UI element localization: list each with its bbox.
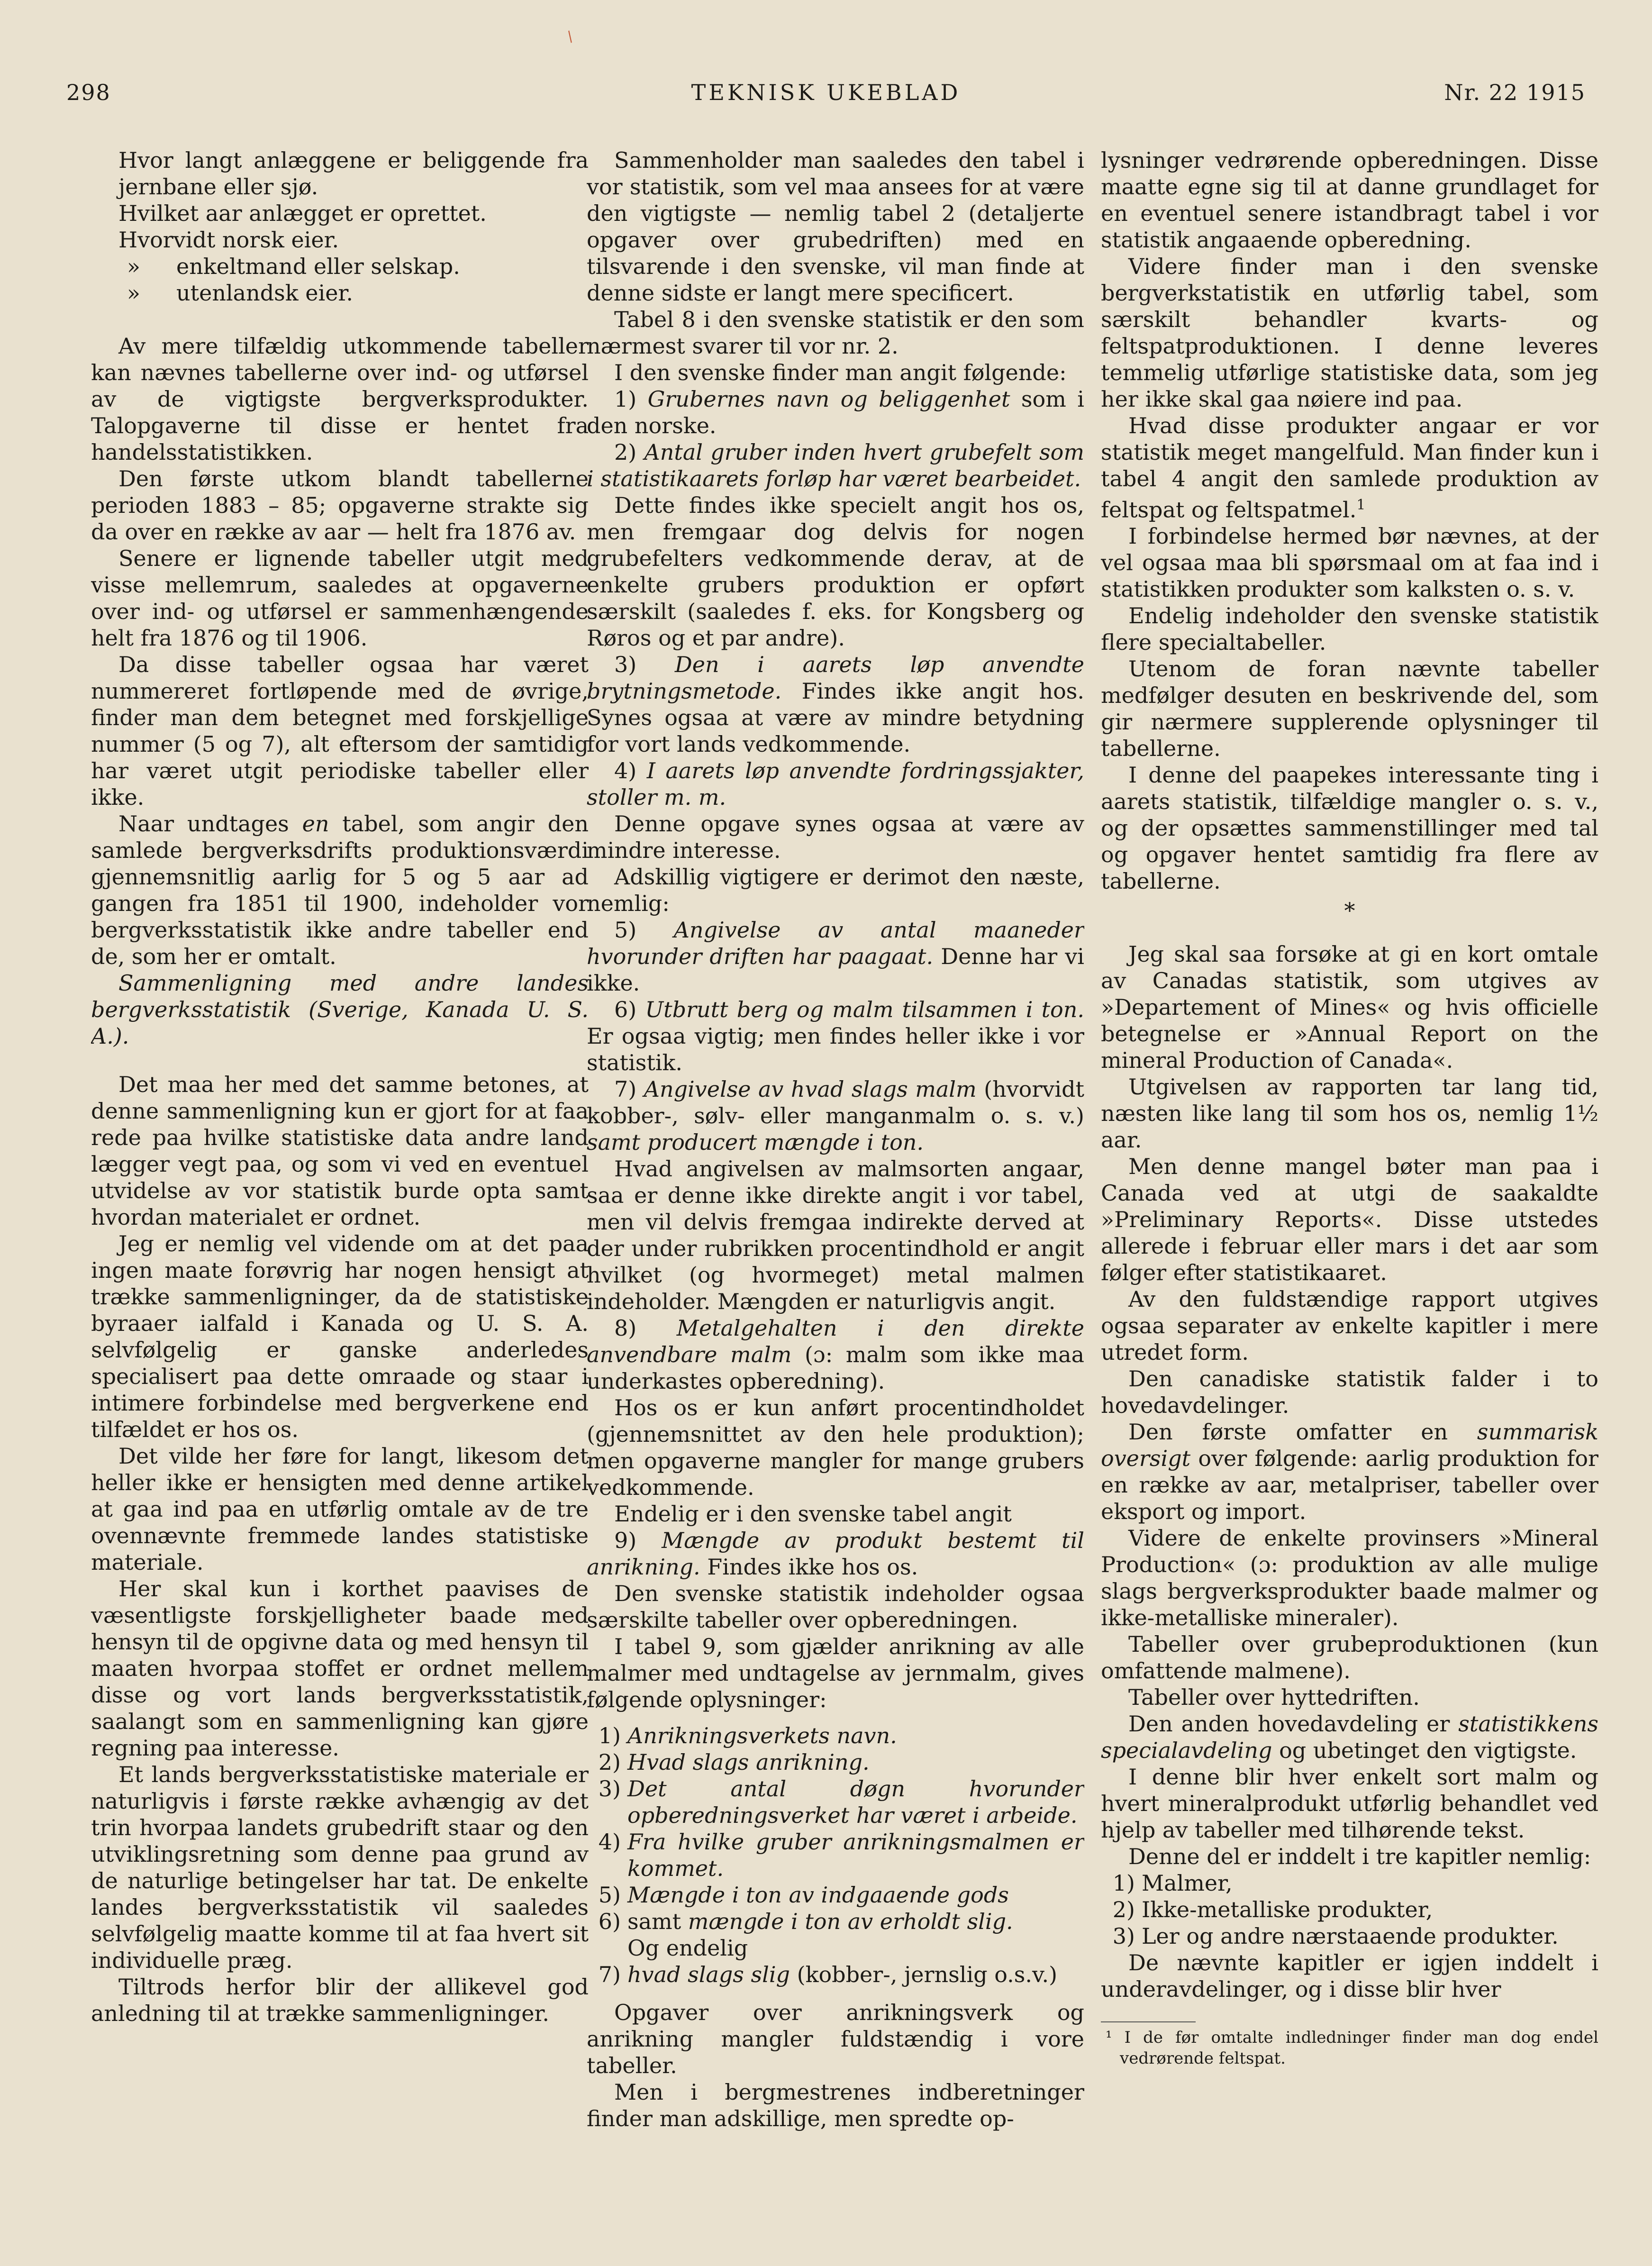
page-number: 298 bbox=[66, 80, 111, 105]
paragraph: I tabel 9, som gjælder anrikning av alle malmer med undtagelse av jernmalm, gives følgende oplysninger: bbox=[587, 1634, 1084, 1712]
paragraph: Men i bergmestrenes indberetninger finder man adskillige, men spredte op- bbox=[587, 2079, 1084, 2131]
paragraph: Denne del er inddelt i tre kapitler nemlig: bbox=[1128, 1844, 1591, 1870]
paragraph: Tabel 8 i den svenske statistik er den som nærmest svarer til vor nr. 2. bbox=[587, 307, 1084, 359]
footnote-reference: 1 bbox=[1356, 497, 1366, 513]
ditto-text: enkeltmand eller selskap. bbox=[176, 254, 460, 279]
numbered-item: 6) Utbrutt berg og malm tilsammen i ton. Er ogsaa vigtig; men findes heller ikke i vor statistik. bbox=[587, 997, 1084, 1075]
ditto-mark: » bbox=[127, 280, 141, 306]
issue-number: Nr. 22 1915 bbox=[1444, 80, 1586, 105]
numbered-item: 1) Grubernes navn og beliggenhet som i den norske. bbox=[587, 386, 1084, 438]
numbered-item: 9) Mængde av produkt bestemt til anrikning. Findes ikke hos os. bbox=[587, 1528, 1084, 1580]
paragraph: Av den fuldstændige rapport utgives ogsaa separater av enkelte kapitler i mere utredet form. bbox=[1101, 1286, 1598, 1365]
numbered-item: 2) Antal gruber inden hvert grubefelt som i statistikaarets forløp har været bearbeidet. bbox=[587, 439, 1084, 491]
paragraph: Hvad angivelsen av malmsorten angaar, saa er denne ikke direkte angit i vor tabel, men vil delvis fremgaa indirekte derved at der under rubrikken procentindhold er angit hvilket (og hvormeget) metal malmen indeholder. Mængden er naturligvis angit. bbox=[587, 1156, 1084, 1314]
ditto-mark: » bbox=[127, 254, 141, 279]
paragraph: Endelig er i den svenske tabel angit bbox=[614, 1501, 1012, 1527]
paragraph: Videre finder man i den svenske bergverkstatistik en utførlig tabel, som særskilt behandler kvarts- og feltspatproduktionen. I denne leveres temmelig utførlige statistiske data, som jeg her ikke skal gaa nøiere ind paa. bbox=[1101, 254, 1598, 412]
paragraph: Den canadiske statistik falder i to hovedavdelinger. bbox=[1101, 1366, 1598, 1419]
paragraph: Denne opgave synes ogsaa at være av mindre interesse. bbox=[587, 811, 1084, 863]
paragraph: lysninger vedrørende opberedningen. Disse maatte egne sig til at danne grundlaget for en eventuel senere istandbragt tabel i vor statistik angaaende opberedning. bbox=[1101, 147, 1598, 253]
list-item: 2) Ikke-metalliske produkter, bbox=[1112, 1897, 1433, 1923]
page-header bbox=[66, 80, 1586, 118]
paragraph: Opgaver over anrikningsverk og anrikning mangler fuldstændig i vore tabeller. bbox=[587, 2000, 1084, 2078]
footnote-rule bbox=[1101, 2021, 1196, 2022]
list-item: 3) Det antal døgn hvorunder opberedningsverket har været i arbeide. bbox=[598, 1776, 1084, 1828]
paragraph: Utgivelsen av rapporten tar lang tid, næsten like lang til som hos os, nemlig 1½ aar. bbox=[1101, 1074, 1598, 1153]
paragraph: Den første utkom blandt tabellerne perioden 1883 – 85; opgaverne strakte sig da over en række av aar — helt fra 1876 av. bbox=[91, 466, 589, 545]
paragraph: De nævnte kapitler er igjen inddelt i underavdelinger, og i disse blir hver bbox=[1101, 1950, 1598, 2002]
paragraph: Dette findes ikke specielt angit hos os, men fremgaar dog delvis for nogen grubefelters vedkommende derav, at de enkelte grubers produktion er opført særskilt (saaledes f. eks. for Kongsberg og Røros og et par andre). bbox=[587, 492, 1084, 651]
paragraph: I denne del paapekes interessante ting i aarets statistik, tilfældige mangler o. s. v., og der opsættes sammenstillinger med tal og opgaver hentet samtidig fra flere av tabellerne. bbox=[1101, 762, 1598, 894]
intro-line: Hvor langt anlæggene er beliggende fra jernbane eller sjø. bbox=[118, 147, 589, 200]
list-item: 4) Fra hvilke gruber anrikningsmalmen er kommet. bbox=[598, 1829, 1084, 1881]
paragraph: Senere er lignende tabeller utgit med visse mellemrum, saaledes at opgaverne over ind- og utførsel er sammenhængende helt fra 1876 og til 1906. bbox=[91, 546, 589, 651]
numbered-item: 8) Metalgehalten i den direkte anvendbare malm (ɔ: malm som ikke maa underkastes opberedning). bbox=[587, 1315, 1084, 1394]
paragraph: Den første omfatter en summarisk oversigt over følgende: aarlig produktion for en række av aar, metalpriser, tabeller over eksport og import. bbox=[1101, 1419, 1598, 1525]
paragraph: Jeg skal saa forsøke at gi en kort omtale av Canadas statistik, som utgives av »Departement of Mines« og hvis officielle betegnelse er »Annual Report on the mineral Production of Canada«. bbox=[1101, 941, 1598, 1074]
list-item: 2) Hvad slags anrikning. bbox=[598, 1749, 870, 1775]
paragraph: Sammenholder man saaledes den tabel i vor statistik, som vel maa ansees for at være den vigtigste — nemlig tabel 2 (detaljerte opgaver over grubedriften) med en tilsvarende i den svenske, vil man finde at denne sidste er langt mere specificert. bbox=[587, 147, 1084, 306]
paragraph: Tabeller over grubeproduktionen (kun omfattende malmene). bbox=[1101, 1631, 1598, 1684]
paragraph: Utenom de foran nævnte tabeller medfølger desuten en beskrivende del, som gir nærmere supplerende oplysninger til tabellerne. bbox=[1101, 656, 1598, 762]
paragraph: Et lands bergverksstatistiske materiale er naturligvis i første række avhængig av det trin hvorpaa landets grubedrift staar og den utviklingsretning som denne paa grund av de naturlige betingelser har tat. De enkelte landes bergverksstatistik vil saaledes selvfølgelig maatte komme til at faa hvert sit individuelle præg. bbox=[91, 1762, 589, 1973]
section-asterisk: * bbox=[1344, 898, 1355, 924]
intro-line: Hvorvidt norsk eier. bbox=[118, 227, 339, 253]
paragraph: I den svenske finder man angit følgende: bbox=[614, 360, 1067, 385]
paragraph: Den svenske statistik indeholder ogsaa særskilte tabeller over opberedningen. bbox=[587, 1581, 1084, 1633]
column-left bbox=[91, 147, 589, 2223]
paragraph: Det vilde her føre for langt, likesom det heller ikke er hensigten med denne artikel at gaa ind paa en utførlig omtale av de tre ovennævnte fremmede landes statistiske materiale. bbox=[91, 1443, 589, 1575]
paragraph: I forbindelse hermed bør nævnes, at der vel ogsaa maa bli spørsmaal om at faa ind i statistikken produkter som kalksten o. s. v. bbox=[1101, 523, 1598, 602]
ditto-line bbox=[91, 280, 589, 306]
column-middle bbox=[587, 147, 1084, 2223]
list-item: 1) Anrikningsverkets navn. bbox=[598, 1723, 897, 1748]
paragraph: Tiltrods herfor blir der allikevel god anledning til at trække sammenligninger. bbox=[91, 1974, 589, 2026]
pencil-mark: / bbox=[563, 28, 577, 46]
paragraph: Naar undtages en tabel, som angir den samlede bergverksdrifts produktionsværdi gjennemsnitlig aarlig for 5 og 5 aar ad gangen fra 1851 til 1900, indeholder vor bergverksstatistik ikke andre tabeller end de, som her er omtalt. bbox=[91, 811, 589, 969]
paragraph: Adskillig vigtigere er derimot den næste, nemlig: bbox=[587, 864, 1084, 916]
paragraph: Videre de enkelte provinsers »Mineral Production« (ɔ: produktion av alle mulige slags bergverksprodukter baade malmer og ikke-metalliske mineraler). bbox=[1101, 1525, 1598, 1631]
list-item: 3) Ler og andre nærstaaende produkter. bbox=[1112, 1923, 1559, 1949]
paragraph: Men denne mangel bøter man paa i Canada ved at utgi de saakaldte »Preliminary Reports«. Disse utstedes allerede i februar eller mars i det aar som følger efter statistikaaret. bbox=[1101, 1154, 1598, 1286]
paragraph: Det maa her med det samme betones, at denne sammenligning kun er gjort for at faa rede paa hvilke statistiske data andre land lægger vegt paa, og som vi ved en eventuel utvidelse av vor statistik burde opta samt hvordan materialet er ordnet. bbox=[91, 1072, 589, 1230]
paragraph: Tabeller over hyttedriften. bbox=[1128, 1684, 1420, 1711]
paragraph: Hos os er kun anført procentindholdet (gjennemsnittet av den hele produktion); men opgaverne mangler for mange grubers vedkommende. bbox=[587, 1395, 1084, 1500]
section-subheading: Sammenligning med andre landes bergverksstatistik (Sverige, Kanada U. S. A.). bbox=[91, 970, 589, 1049]
numbered-item: 7) Angivelse av hvad slags malm (hvorvidt kobber-, sølv- eller manganmalm o. s. v.) samt producert mængde i ton. bbox=[587, 1076, 1084, 1155]
list-item: 7) hvad slags slig (kobber-, jernslig o.s.v.) bbox=[598, 1962, 1058, 1987]
paragraph: Den anden hovedavdeling er statistikkens specialavdeling og ubetinget den vigtigste. bbox=[1101, 1711, 1598, 1764]
paragraph: Da disse tabeller ogsaa har været nummereret fortløpende med de øvrige, finder man dem betegnet med forskjellige nummer (5 og 7), alt eftersom der samtidig har været utgit periodiske tabeller eller ikke. bbox=[91, 652, 589, 810]
paragraph: Endelig indeholder den svenske statistik flere specialtabeller. bbox=[1101, 603, 1598, 655]
column-right bbox=[1101, 147, 1598, 2223]
list-item: 1) Malmer, bbox=[1112, 1870, 1233, 1896]
numbered-item: 5) Angivelse av antal maaneder hvorunder driften har paagaat. Denne har vi ikke. bbox=[587, 917, 1084, 996]
paragraph: Av mere tilfældig utkommende tabeller kan nævnes tabellerne over ind- og utførsel av de vigtigste bergverksprodukter. Talopgaverne til disse er hentet fra handelsstatistikken. bbox=[91, 333, 589, 465]
list-item: 6) samt mængde i ton av erholdt slig. Og endelig bbox=[598, 1909, 1013, 1961]
intro-line: Hvilket aar anlægget er oprettet. bbox=[118, 200, 487, 226]
numbered-item: 4) I aarets løp anvendte fordringssjakter, stoller m. m. bbox=[587, 758, 1084, 810]
list-item: 5) Mængde i ton av indgaaende gods bbox=[598, 1882, 1009, 1908]
numbered-item: 3) Den i aarets løp anvendte brytningsmetode. Findes ikke angit hos. Synes ogsaa at være av mindre betydning for vort lands vedkommende. bbox=[587, 652, 1084, 757]
paragraph: I denne blir hver enkelt sort malm og hvert mineralprodukt utførlig behandlet ved hjelp av tabeller med tilhørende tekst. bbox=[1101, 1764, 1598, 1843]
numbered-list bbox=[1101, 1870, 1598, 1949]
numbered-list bbox=[587, 1722, 1084, 1988]
journal-title: TEKNISK UKEBLAD bbox=[691, 80, 961, 105]
ditto-line bbox=[91, 253, 589, 280]
paragraph: Jeg er nemlig vel vidende om at det paa ingen maate forøvrig har nogen hensigt at trække sammenligninger, da de statistiske byraaer ialfald i Kanada og U. S. A. selvfølgelig er ganske anderledes specialisert paa dette omraade og staar i intimere forbindelse med bergverkene end tilfældet er hos os. bbox=[91, 1231, 589, 1442]
ditto-text: utenlandsk eier. bbox=[176, 280, 353, 306]
paragraph: Hvad disse produkter angaar er vor statistik meget mangelfuld. Man finder kun i tabel 4 angit den samlede produktion av feltspat og feltspatmel.$^1$ bbox=[1101, 413, 1598, 523]
footnote: ¹ I de før omtalte indledninger finder man dog endel vedrørende feltspat. bbox=[1106, 2028, 1598, 2068]
paragraph: Her skal kun i korthet paavises de væsentligste forskjelligheter baade med hensyn til de opgivne data og med hensyn til maaten hvorpaa stoffet er ordnet mellem disse og vort lands bergverksstatistik, saalangt som en sammenligning kan gjøre regning paa interesse. bbox=[91, 1576, 589, 1761]
